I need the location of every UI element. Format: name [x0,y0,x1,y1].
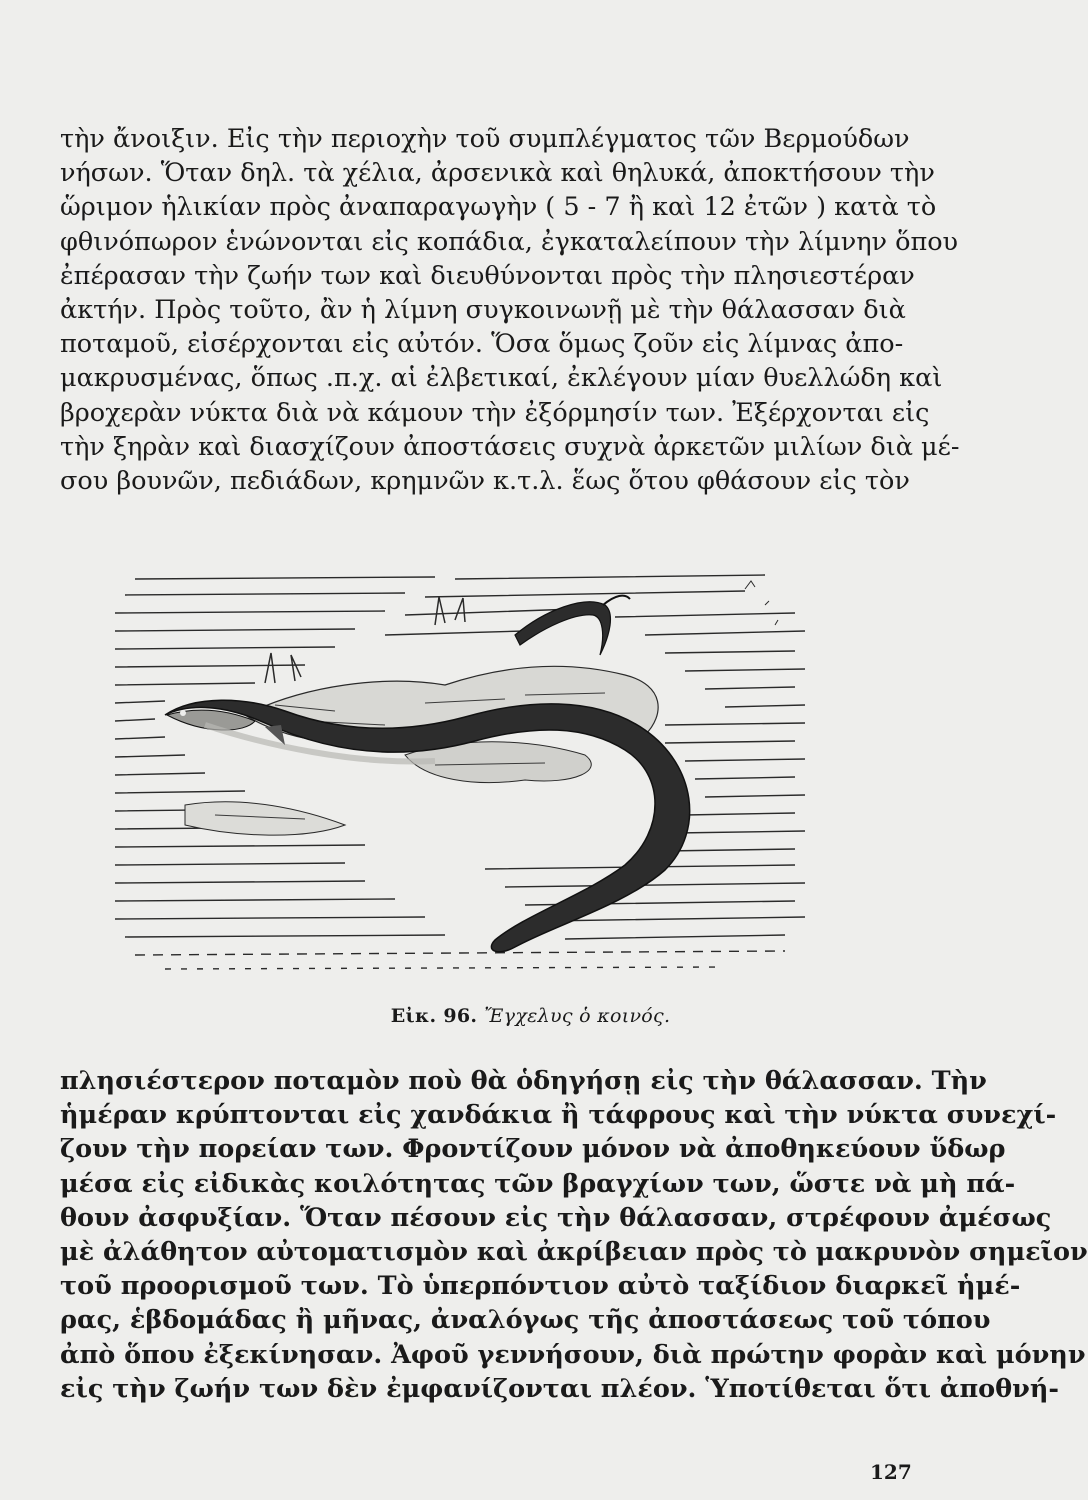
text-line: πλησιέστερον ποταμὸν ποὺ θὰ ὁδηγήσῃ εἰς τὴν θάλασσαν. Τὴν [60,1066,987,1096]
text-line: μέσα εἰς εἰδικὰς κοιλότητας τῶν βραγχίων των, ὥστε νὰ μὴ πά- [60,1168,1016,1199]
text-line: ἀπὸ ὅπου ἐξεκίνησαν. Ἀφοῦ γεννήσουν, διὰ πρώτην φορὰν καὶ μόνην [60,1339,1086,1370]
text-line: τοῦ προορισμοῦ των. Τὸ ὑπερπόντιον αὐτὸ ταξίδιον διαρκεῖ ἡμέ- [60,1271,1021,1302]
text-line: μακρυσμένας, ὅπως .π.χ. αἱ ἐλβετικαί, ἐκλέγουν μίαν θυελλώδη καὶ [60,363,943,394]
text-line: ρας, ἑβδομάδας ἢ μῆνας, ἀναλόγως τῆς ἀποστάσεως τοῦ τόπου [60,1305,991,1336]
text-line: φθινόπωρον ἑνώνονται εἰς κοπάδια, ἐγκαταλείπουν τὴν λίμνην ὅπου [60,226,959,257]
text-line: ἐπέρασαν τὴν ζωήν των καὶ διευθύνονται πρὸς τὴν πλησιεστέραν [60,260,915,291]
text-line: βροχερὰν νύκτα διὰ νὰ κάμουν τὴν ἐξόρμησίν των. Ἐξέρχονται εἰς [60,397,930,428]
text-line: ἡμέραν κρύπτονται εἰς χανδάκια ἢ τάφρους καὶ τὴν νύκτα συνεχί- [60,1100,1057,1131]
figure-caption [0,1005,1061,1027]
text-line: ζουν τὴν πορείαν των. Φροντίζουν μόνον νὰ ἀποθηκεύουν ὕδωρ [60,1134,1006,1165]
eel-illustration [105,565,825,980]
paragraph-top [60,122,960,498]
text-line: σου βουνῶν, πεδιάδων, κρημνῶν κ.τ.λ. ἕως ὅτου φθάσουν εἰς τὸν [60,466,910,497]
text-line: τὴν ξηρὰν καὶ διασχίζουν ἀποστάσεις συχνὰ ἀρκετῶν μιλίων διὰ μέ- [60,431,960,462]
text-line: εἰς τὴν ζωήν των δὲν ἐμφανίζονται πλέον. Ὑποτίθεται ὅτι ἀποθνή- [60,1373,1059,1404]
text-line: τὴν ἄνοιξιν. Εἰς τὴν περιοχὴν τοῦ συμπλέγματος τῶν Βερμούδων [60,124,910,154]
text-line: μὲ ἀλάθητον αὐτοματισμὸν καὶ ἀκρίβειαν πρὸς τὸ μακρυνὸν σημεῖον [60,1237,1088,1268]
text-line: νήσων. Ὅταν δηλ. τὰ χέλια, ἀρσενικὰ καὶ θηλυκά, ἀποκτήσουν τὴν [60,158,935,189]
page-number: 127 [870,1460,912,1484]
text-line: ἀκτήν. Πρὸς τοῦτο, ἂν ἡ λίμνη συγκοινωνῇ μὲ τὴν θάλασσαν διὰ [60,295,906,326]
caption-text: Ἔγχελυς ὁ κοινός. [484,1005,671,1027]
text-line: ὥριμον ἡλικίαν πρὸς ἀναπαραγωγὴν ( 5 - 7 ἢ καὶ 12 ἐτῶν ) κατὰ τὸ [60,192,937,223]
paragraph-bottom [60,1064,1088,1406]
caption-label: Εἰκ. 96. [390,1005,478,1027]
text-line: θουν ἀσφυξίαν. Ὅταν πέσουν εἰς τὴν θάλασσαν, στρέφουν ἀμέσως [60,1202,1052,1233]
text-line: ποταμοῦ, εἰσέρχονται εἰς αὐτόν. Ὅσα ὅμως ζοῦν εἰς λίμνας ἀπο- [60,329,904,360]
